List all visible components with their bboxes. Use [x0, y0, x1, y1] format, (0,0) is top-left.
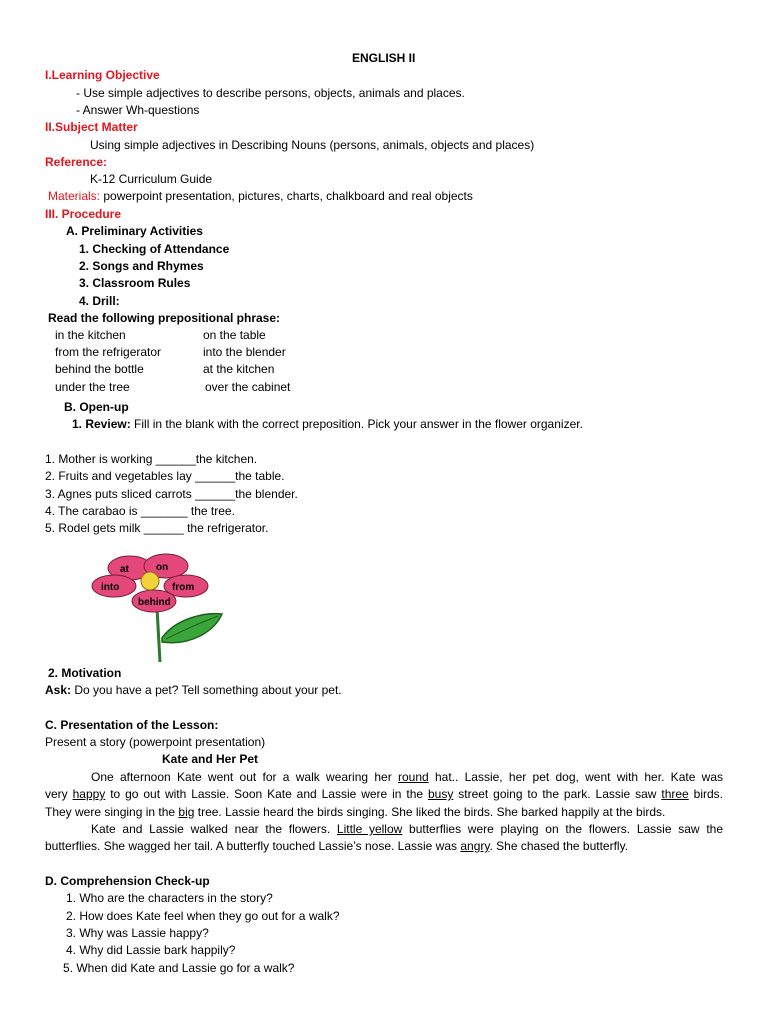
adjective-round: round — [397, 770, 429, 784]
phrase-right-4: over the cabinet — [205, 380, 291, 394]
blank-item-2: 2. Fruits and vegetables lay ______the table. — [45, 469, 285, 483]
procedure-heading: III. Procedure — [45, 207, 122, 221]
reference-heading: Reference: — [45, 155, 108, 169]
ask-line — [45, 683, 342, 698]
phrase-right-2: into the blender — [203, 345, 286, 359]
phrase-left-4: under the tree — [55, 380, 130, 394]
story-p2-line2 — [45, 839, 628, 854]
blank-item-5: 5. Rodel gets milk ______ the refrigerator. — [45, 521, 269, 535]
blank-item-3: 3. Agnes puts sliced carrots ______the blender. — [45, 487, 298, 501]
story-text: birds. — [688, 787, 723, 801]
petal-word-behind: behind — [138, 597, 171, 608]
adjective-happy: happy — [72, 787, 106, 801]
presentation-heading: C. Presentation of the Lesson: — [45, 718, 219, 732]
objective-item-2: - Answer Wh-questions — [76, 103, 200, 117]
petal-word-on: on — [156, 562, 169, 573]
petal-word-from: from — [172, 582, 195, 593]
story-text: Kate and Lassie walked near the flowers. — [91, 822, 337, 836]
comprehension-item-5: 5. When did Kate and Lassie go for a walk? — [63, 961, 295, 975]
motivation-heading: 2. Motivation — [48, 666, 122, 680]
document-title: ENGLISH II — [352, 51, 416, 65]
adjective-little-yellow: Little yellow — [336, 822, 403, 836]
story-text: butterflies. She wagged her tail. A butterfly touched Lassie’s nose. Lassie was — [45, 839, 461, 853]
story-text: butterflies were playing on the flowers. Lassie saw the — [402, 822, 723, 836]
objective-heading: I.Learning Objective — [45, 68, 160, 82]
adjective-busy: busy — [427, 787, 454, 801]
review-line — [72, 417, 583, 432]
preliminary-item-4: 4. Drill: — [79, 294, 120, 308]
comprehension-item-4: 4. Why did Lassie bark happily? — [66, 943, 236, 957]
phrase-right-3: at the kitchen — [203, 362, 275, 376]
blank-item-1: 1. Mother is working ______the kitchen. — [45, 452, 258, 466]
materials-text: powerpoint presentation, pictures, charts, chalkboard and real objects — [100, 189, 473, 203]
review-text: Fill in the blank with the correct preposition. Pick your answer in the flower organizer. — [130, 417, 583, 431]
objective-item-1: - Use simple adjectives to describe persons, objects, animals and places. — [76, 86, 465, 100]
adjective-big: big — [178, 805, 195, 819]
preliminary-item-1: 1. Checking of Attendance — [79, 242, 230, 256]
story-text: . She chased the butterfly. — [489, 839, 629, 853]
comprehension-item-1: 1. Who are the characters in the story? — [66, 891, 273, 905]
comprehension-item-3: 3. Why was Lassie happy? — [66, 926, 209, 940]
petal-word-at: at — [120, 564, 129, 575]
story-text: very — [45, 787, 73, 801]
story-p1-line3 — [45, 805, 665, 820]
subject-text: Using simple adjectives in Describing Nouns (persons, animals, objects and places) — [90, 138, 535, 152]
blank-item-4: 4. The carabao is _______ the tree. — [45, 504, 235, 518]
comprehension-heading: D. Comprehension Check-up — [45, 874, 210, 888]
adjective-three: three — [661, 787, 689, 801]
phrase-right-1: on the table — [203, 328, 266, 342]
phrase-left-1: in the kitchen — [55, 328, 126, 342]
flower-center — [141, 572, 159, 590]
story-p1-line1 — [91, 770, 723, 785]
review-label: 1. Review: — [72, 417, 131, 431]
comprehension-item-2: 2. How does Kate feel when they go out for a walk? — [66, 909, 340, 923]
subject-heading: II.Subject Matter — [45, 120, 138, 134]
story-p1-line2 — [45, 787, 723, 802]
petal-word-into: into — [101, 582, 120, 593]
materials-line — [48, 189, 473, 204]
story-text: tree. Lassie heard the birds singing. She liked the birds. She barked happily at the birds. — [194, 805, 666, 819]
ask-text: Do you have a pet? Tell something about your pet. — [71, 683, 342, 697]
preliminary-item-3: 3. Classroom Rules — [79, 276, 191, 290]
story-text: One afternoon Kate went out for a walk wearing her — [91, 770, 398, 784]
story-text: They were singing in the — [45, 805, 179, 819]
openup-heading: B. Open-up — [64, 400, 129, 414]
adjective-angry: angry — [460, 839, 490, 853]
ask-label: Ask: — [45, 683, 72, 697]
preliminary-item-2: 2. Songs and Rhymes — [79, 259, 204, 273]
materials-label: Materials: — [48, 189, 101, 203]
reference-text: K-12 Curriculum Guide — [90, 172, 213, 186]
story-text: street going to the park. Lassie saw — [453, 787, 662, 801]
story-text: hat.. Lassie, her pet dog, went with her. Kate was — [428, 770, 723, 784]
presentation-intro: Present a story (powerpoint presentation) — [45, 735, 266, 749]
story-title: Kate and Her Pet — [162, 752, 259, 766]
story-text: to go out with Lassie. Soon Kate and Lassie were in the — [105, 787, 428, 801]
drill-instruction: Read the following prepositional phrase: — [48, 311, 281, 325]
flower-organizer — [86, 550, 226, 665]
preliminary-heading: A. Preliminary Activities — [66, 224, 203, 238]
phrase-left-2: from the refrigerator — [55, 345, 162, 359]
phrase-left-3: behind the bottle — [55, 362, 144, 376]
story-p2-line1 — [91, 822, 723, 837]
